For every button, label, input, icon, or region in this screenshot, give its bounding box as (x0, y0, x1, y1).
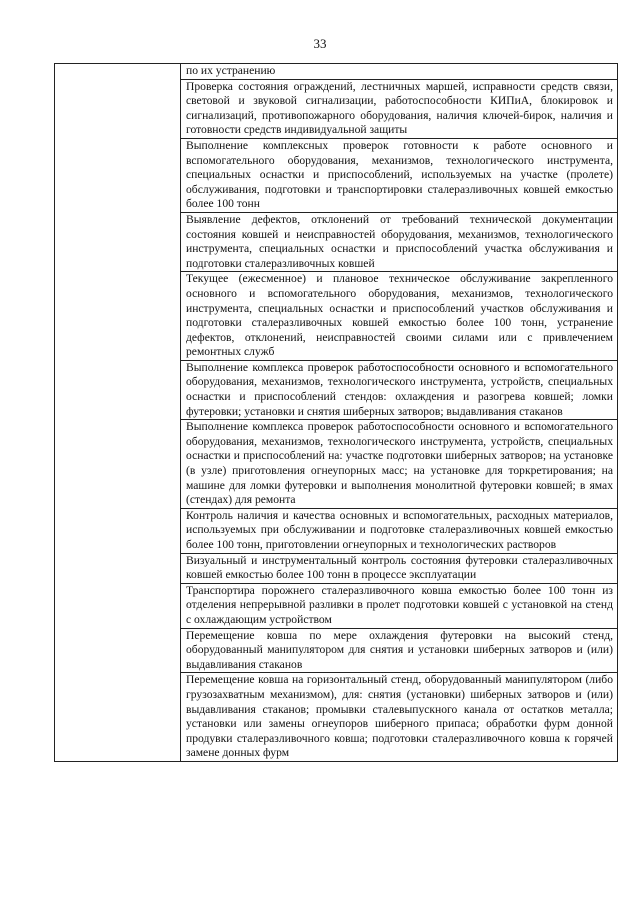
table-cell (181, 508, 618, 553)
row-text: Выполнение комплекса проверок работоспособности основного и вспомогательного оборудования, механизмов, технологического инструмента, устройств, специальных оснастки и приспособлений стендов: охлаждения и разогрева ковшей; ломки футеровки; установки и снятия шиберных затворов; выдавливания стаканов (186, 360, 613, 418)
page-number: 33 (313, 36, 327, 51)
table-cell (181, 272, 618, 361)
empty-left-column (55, 64, 181, 762)
table-cell (181, 79, 618, 138)
row-text: Транспортира порожнего сталеразливочного ковша емкостью более 100 тонн из отделения непрерывной разливки в пролет подготовки ковшей с установкой на стенд с охлаждающим устройством (186, 583, 613, 626)
row-text: Выполнение комплексных проверок готовности к работе основного и вспомогательного оборудования, механизмов, технологического инструмента, специальных оснастки и приспособлений, используемых на участке (пролете) обслуживания, подготовки и транспортировки сталеразливочных ковшей емкостью более 100 тонн (186, 138, 613, 211)
table-cell (181, 64, 618, 80)
row-text: по их устранению (186, 64, 276, 77)
row-text: Визуальный и инструментальный контроль состояния футеровки сталеразливочных ковшей емкостью более 100 тонн в процессе эксплуатации (186, 553, 613, 582)
table-cell (181, 583, 618, 628)
row-text: Выявление дефектов, отклонений от требований технической документации состояния ковшей и неисправностей оборудования, механизмов, технологического инструмента, специальных оснастки и приспособлений участка обслуживания и подготовки сталеразливочных ковшей (186, 212, 613, 270)
table-row (55, 64, 618, 80)
row-text: Контроль наличия и качества основных и вспомогательных, расходных материалов, используемых при обслуживании и подготовке сталеразливочных ковшей емкостью более 100 тонн, приготовлении огнеупорных и технологических растворов (186, 508, 613, 551)
table-cell (181, 673, 618, 762)
row-text: Выполнение комплекса проверок работоспособности основного и вспомогательного оборудования, механизмов, технологического инструмента, устройств, специальных оснастки и приспособлений на: участке подготовки шиберных затворов; на установке (в узле) приготовления огнеупорных масс; на установке для торкретирования; на машине для ломки футеровки и выполнения монолитной футеровки ковшей; в ямах (стендах) для ремонта (186, 420, 613, 507)
table-cell (181, 628, 618, 673)
row-text: Перемещение ковша по мере охлаждения футеровки на высокий стенд, оборудованный манипулятором для снятия и установки шиберных затворов и (или) выдавливания стаканов (186, 628, 613, 671)
table-cell (181, 553, 618, 583)
row-text: Перемещение ковша на горизонтальный стенд, оборудованный манипулятором (либо грузозахватным механизмом), для: снятия (установки) шиберных затворов и (или) выдавливания стаканов; промывки сталевыпускного канала от остатков металла; установки или замены огнеупоров шиберного припаса; обработки фурм донной продувки сталеразливочного ковша; подготовки сталеразливочного ковша к горячей замене донных фурм (186, 673, 613, 760)
row-text: Проверка состояния ограждений, лестничных маршей, исправности средств связи, световой и звуковой сигнализации, работоспособности КИПиА, блокировок и сигнализаций, противопожарного оборудования, наличия ключей-бирок, наличия и готовности средств индивидуальной защиты (186, 79, 613, 137)
table-cell (181, 360, 618, 419)
table-cell (181, 138, 618, 212)
table-cell (181, 212, 618, 271)
row-text: Текущее (ежесменное) и плановое техническое обслуживание закрепленного основного и вспомогательного оборудования, механизмов, технологического инструмента, специальных оснастки и приспособлений участков обслуживания и подготовки сталеразливочных ковшей емкостью более 100 тонн, устранение дефектов, отклонений, неисправностей своими силами или с привлечением ремонтных служб (186, 272, 613, 359)
table-cell (181, 420, 618, 509)
labor-functions-table (54, 63, 618, 762)
